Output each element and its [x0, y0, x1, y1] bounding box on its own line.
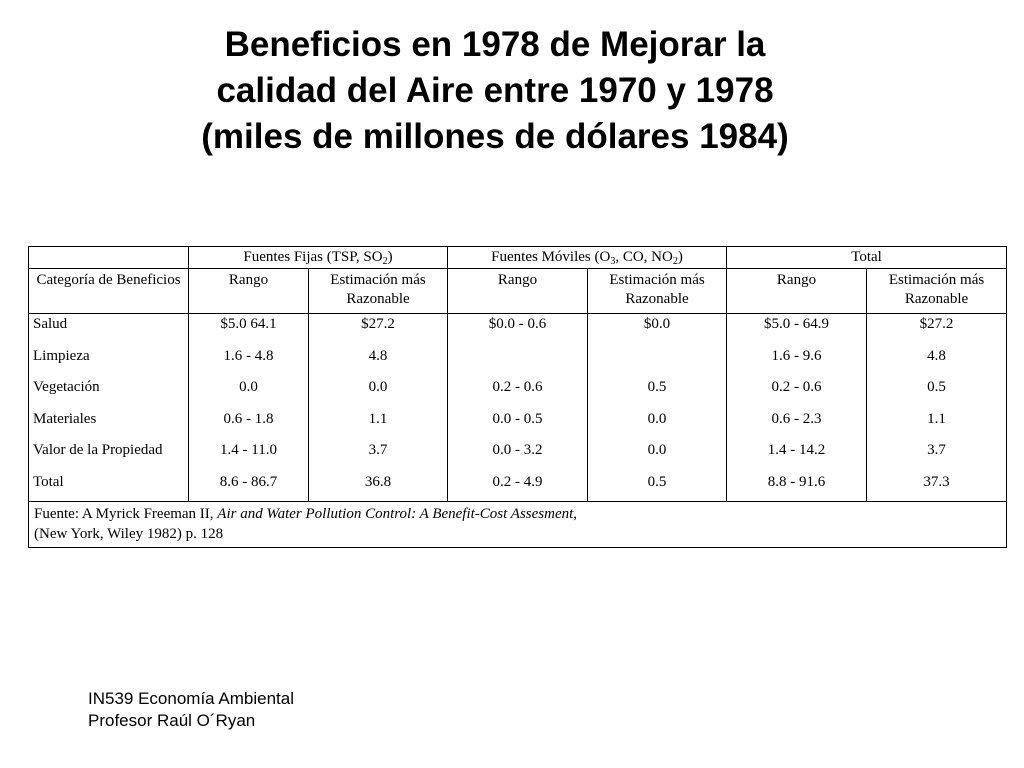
group-header-fuentes-moviles: Fuentes Móviles ($O_3$, CO, $NO_2$): [448, 247, 727, 269]
table-row: [29, 346, 1007, 378]
cell-fijas-estimacion: 4.8: [309, 346, 448, 378]
cell-total-rango: 1.6 - 9.6: [727, 346, 867, 378]
cell-total-rango: 8.8 - 91.6: [727, 472, 867, 502]
benefits-table-container: [28, 246, 1006, 548]
cell-moviles-estimacion: 0.0: [588, 440, 727, 472]
cell-total-rango: $5.0 - 64.9: [727, 314, 867, 346]
col-header-total-rango: Rango: [727, 269, 867, 314]
cell-moviles-rango: 0.0 - 0.5: [448, 409, 588, 441]
cell-moviles-estimacion: $0.0: [588, 314, 727, 346]
title-line-3: (miles de millones de dólares 1984): [201, 117, 789, 156]
cell-total-rango: 0.2 - 0.6: [727, 377, 867, 409]
cell-moviles-rango: 0.2 - 0.6: [448, 377, 588, 409]
table-row: [29, 409, 1007, 441]
col-header-total-estimacion: Estimación más Razonable: [867, 269, 1007, 314]
source-line-2: (New York, Wiley 1982) p. 128: [34, 525, 224, 542]
row-category: Total: [29, 472, 189, 502]
row-category: Limpieza: [29, 346, 189, 378]
row-category: Valor de la Propiedad: [29, 440, 189, 472]
cell-moviles-rango: 0.2 - 4.9: [448, 472, 588, 502]
row-category: Vegetación: [29, 377, 189, 409]
cell-fijas-rango: 8.6 - 86.7: [189, 472, 309, 502]
cell-fijas-rango: 1.6 - 4.8: [189, 346, 309, 378]
source-book-title: Air and Water Pollution Control: A Benefit-Cost Assesment: [217, 505, 574, 522]
cell-total-estimacion: 4.8: [867, 346, 1007, 378]
title-line-1: Beneficios en 1978 de Mejorar la: [224, 25, 766, 64]
table-row: [29, 377, 1007, 409]
col-header-moviles-estimacion: Estimación más Razonable: [588, 269, 727, 314]
cell-moviles-estimacion: [588, 346, 727, 378]
cell-fijas-rango: 0.6 - 1.8: [189, 409, 309, 441]
cell-moviles-estimacion: 0.0: [588, 409, 727, 441]
cell-total-estimacion: 37.3: [867, 472, 1007, 502]
col-header-fijas-rango: Rango: [189, 269, 309, 314]
col-header-moviles-rango: Rango: [448, 269, 588, 314]
row-category: Materiales: [29, 409, 189, 441]
cell-total-estimacion: $27.2: [867, 314, 1007, 346]
cell-fijas-estimacion: $27.2: [309, 314, 448, 346]
cell-fijas-estimacion: 3.7: [309, 440, 448, 472]
cell-moviles-rango: $0.0 - 0.6: [448, 314, 588, 346]
title-line-2: calidad del Aire entre 1970 y 1978: [216, 71, 774, 110]
source-row: [29, 501, 1007, 547]
group-header-empty: [29, 247, 189, 269]
page-title: [0, 22, 990, 160]
table-row: [29, 440, 1007, 472]
benefits-table: [28, 246, 1007, 548]
cell-moviles-estimacion: 0.5: [588, 377, 727, 409]
group-header-row: [29, 247, 1007, 269]
cell-moviles-estimacion: 0.5: [588, 472, 727, 502]
cell-total-rango: 0.6 - 2.3: [727, 409, 867, 441]
course-footer: [88, 688, 294, 732]
col-header-category: Categoría de Beneficios: [29, 269, 189, 314]
cell-total-estimacion: 1.1: [867, 409, 1007, 441]
cell-total-rango: 1.4 - 14.2: [727, 440, 867, 472]
cell-fijas-estimacion: 0.0: [309, 377, 448, 409]
cell-total-estimacion: 0.5: [867, 377, 1007, 409]
group-header-fuentes-fijas: Fuentes Fijas (TSP, $SO_2$): [189, 247, 448, 269]
cell-moviles-rango: [448, 346, 588, 378]
cell-moviles-rango: 0.0 - 3.2: [448, 440, 588, 472]
table-row: [29, 314, 1007, 346]
cell-fijas-estimacion: 36.8: [309, 472, 448, 502]
professor-name: Profesor Raúl O´Ryan: [88, 711, 256, 730]
cell-fijas-rango: 1.4 - 11.0: [189, 440, 309, 472]
source-note: Fuente: A Myrick Freeman II, Air and Water Pollution Control: A Benefit-Cost Assesment, (New York, Wiley 1982) p. 128: [29, 501, 1007, 547]
course-name: IN539 Economía Ambiental: [88, 689, 295, 708]
cell-fijas-estimacion: 1.1: [309, 409, 448, 441]
table-row-total: [29, 472, 1007, 502]
cell-fijas-rango: $5.0 64.1: [189, 314, 309, 346]
group-header-total: Total: [727, 247, 1007, 269]
col-header-fijas-estimacion: Estimación más Razonable: [309, 269, 448, 314]
column-header-row: [29, 269, 1007, 314]
row-category: Salud: [29, 314, 189, 346]
cell-total-estimacion: 3.7: [867, 440, 1007, 472]
cell-fijas-rango: 0.0: [189, 377, 309, 409]
